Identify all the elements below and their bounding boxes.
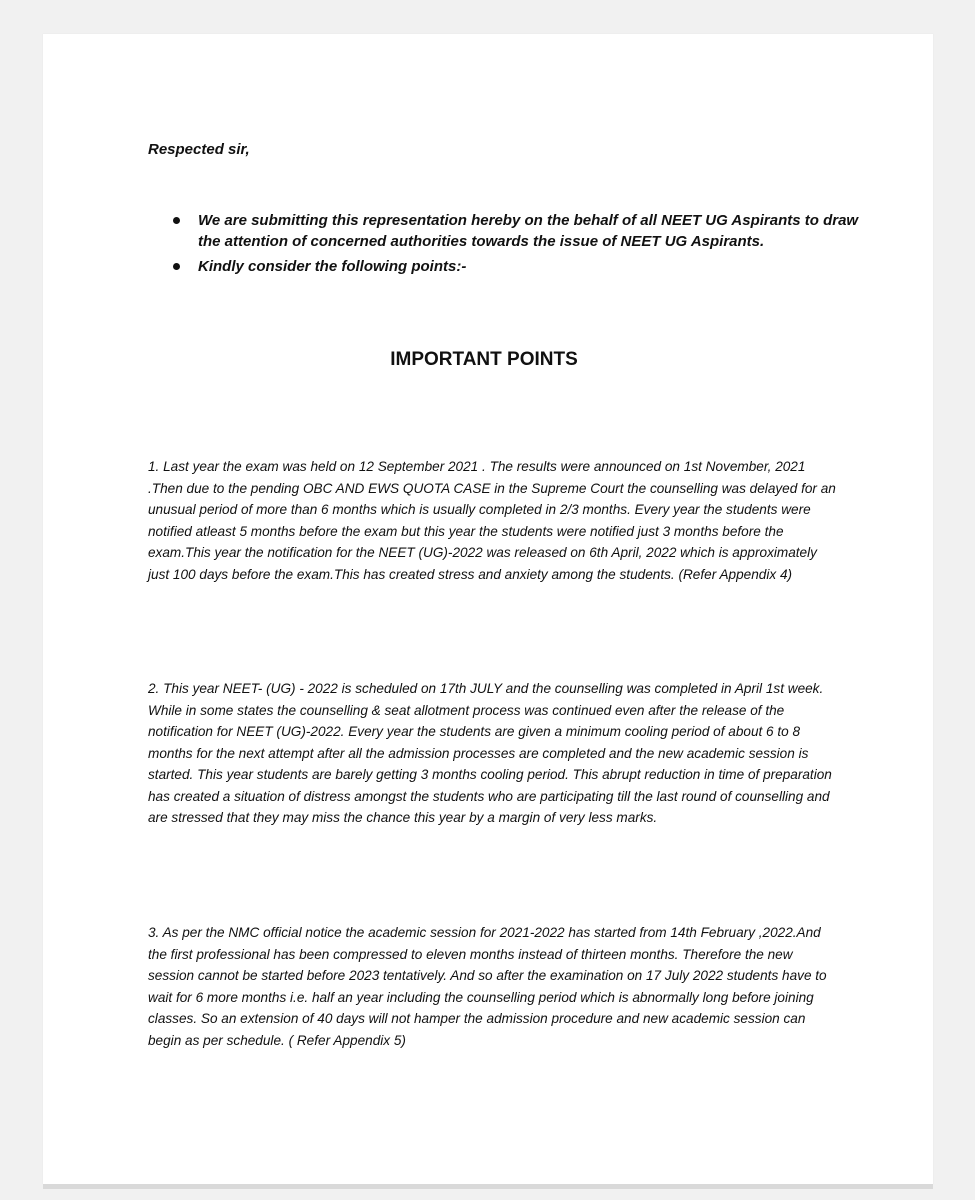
point-paragraph-3: 3. As per the NMC official notice the academic session for 2021-2022 has started from 14th February ,2022.And the first professional has been compressed to eleven months instead of thirteen months. Therefore the new session cannot be started before 2023 tentatively. And so after the examination on 17 July 2022 students have to wait for 6 more months i.e. half an year including the counselling period which is abnormally long before joining classes. So an extension of 40 days will not hamper the admission procedure and new academic session can begin as per schedule. ( Refer Appendix 5): [148, 925, 827, 1048]
bullet-dot-icon: [173, 217, 180, 224]
bullet-list: [171, 210, 861, 281]
salutation: Respected sir,: [148, 141, 250, 158]
bullet-text: Kindly consider the following points:-: [198, 258, 467, 275]
page-edge-shadow: [43, 1184, 933, 1189]
point-paragraph-1: 1. Last year the exam was held on 12 September 2021 . The results were announced on 1st November, 2021 .Then due to the pending OBC AND EWS QUOTA CASE in the Supreme Court the counselling was delayed for an unusual period of more than 6 months which is usually completed in 2/3 months. Every year the students were notified atleast 5 months before the exam but this year the students were notified just 3 months before the exam.This year the notification for the NEET (UG)-2022 was released on 6th April, 2022 which is approximately just 100 days before the exam.This has created stress and anxiety among the students. (Refer Appendix 4): [148, 459, 836, 582]
point-paragraph-2: 2. This year NEET- (UG) - 2022 is scheduled on 17th JULY and the counselling was completed in April 1st week. While in some states the counselling & seat allotment process was continued even after the release of the notification for NEET (UG)-2022. Every year the students are given a minimum cooling period of about 6 to 8 months for the next attempt after all the admission processes are completed and the new academic session is started. This year students are barely getting 3 months cooling period. This abrupt reduction in time of preparation has created a situation of distress amongst the students who are participating till the last round of counselling and are stressed that they may miss the chance this year by a margin of very less marks.: [148, 681, 832, 825]
document-page: [43, 34, 933, 1184]
section-heading: IMPORTANT POINTS: [390, 349, 578, 370]
bullet-text: We are submitting this representation hereby on the behalf of all NEET UG Aspirants to draw the attention of concerned authorities towards the issue of NEET UG Aspirants.: [198, 212, 859, 250]
bullet-dot-icon: [173, 263, 180, 270]
bullet-item-representation: [171, 210, 861, 252]
bullet-item-consider: [171, 256, 861, 277]
